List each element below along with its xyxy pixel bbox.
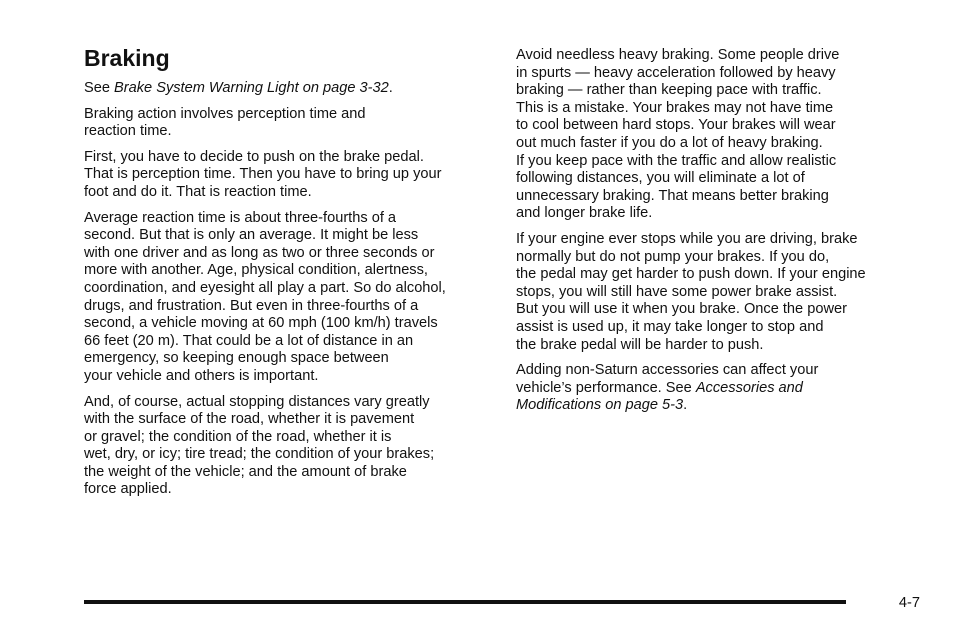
- brake-warning-light-reference[interactable]: Brake System Warning Light on page 3-32: [114, 80, 389, 96]
- paragraph-perception-time: First, you have to decide to push on the brake pedal. That is perception time. Then you have to bring up your foot and do it. That is reaction time.: [84, 148, 442, 200]
- paragraph-engine-stops: If your engine ever stops while you are driving, brake normally but do not pump your brakes. If you do, the pedal may get harder to push down. If your engine stops, you will still have some power brake assist. But you will use it when you brake. Once the power assist is used up, it may take longer to stop and the brake pedal will be harder to push.: [516, 230, 866, 353]
- accessories-prefix: Adding non-Saturn accessories can affect your vehicle’s performance. See: [516, 362, 819, 396]
- see-also-paragraph: [84, 80, 492, 98]
- footer-rule: [84, 600, 846, 604]
- left-column: [84, 44, 492, 507]
- accessories-suffix: .: [683, 397, 688, 414]
- accessories-reference[interactable]: Accessories and Modifications on page 5-3: [516, 379, 803, 414]
- page-number: 4-7: [898, 595, 920, 611]
- see-suffix: .: [388, 80, 393, 96]
- section-heading: Braking: [84, 45, 170, 71]
- paragraph-stopping-distances: And, of course, actual stopping distances vary greatly with the surface of the road, whether it is pavement or gravel; the condition of the road, whether it is wet, dry, or icy; tire tread; the condition of your brakes; the weight of the vehicle; and the amount of brake force applied.: [84, 393, 435, 498]
- paragraph-braking-action: Braking action involves perception time and reaction time.: [84, 105, 366, 140]
- paragraph-heavy-braking: Avoid needless heavy braking. Some people drive in spurts — heavy acceleration followed by heavy braking — rather than keeping pace with traffic. This is a mistake. Your brakes may not have time to cool between hard stops. Your brakes will wear out much faster if you do a lot of heavy braking. If you keep pace with the traffic and allow realistic following distances, you will eliminate a lot of unnecessary braking. That means better braking and longer brake life.: [516, 47, 840, 222]
- paragraph-accessories: [516, 362, 912, 415]
- see-prefix: See: [84, 80, 115, 96]
- paragraph-reaction-time: Average reaction time is about three-fourths of a second. But that is only an average. It might be less with one driver and as long as two or three seconds or more with another. Age, physical condition, alertness, coordination, and eyesight all play a part. So do alcohol, drugs, and frustration. But even in three-fourths of a second, a vehicle moving at 60 mph (100 km/h) travels 66 feet (20 m). That could be a lot of distance in an emergency, so keeping enough space between your vehicle and others is important.: [84, 209, 446, 384]
- right-column: [516, 47, 912, 423]
